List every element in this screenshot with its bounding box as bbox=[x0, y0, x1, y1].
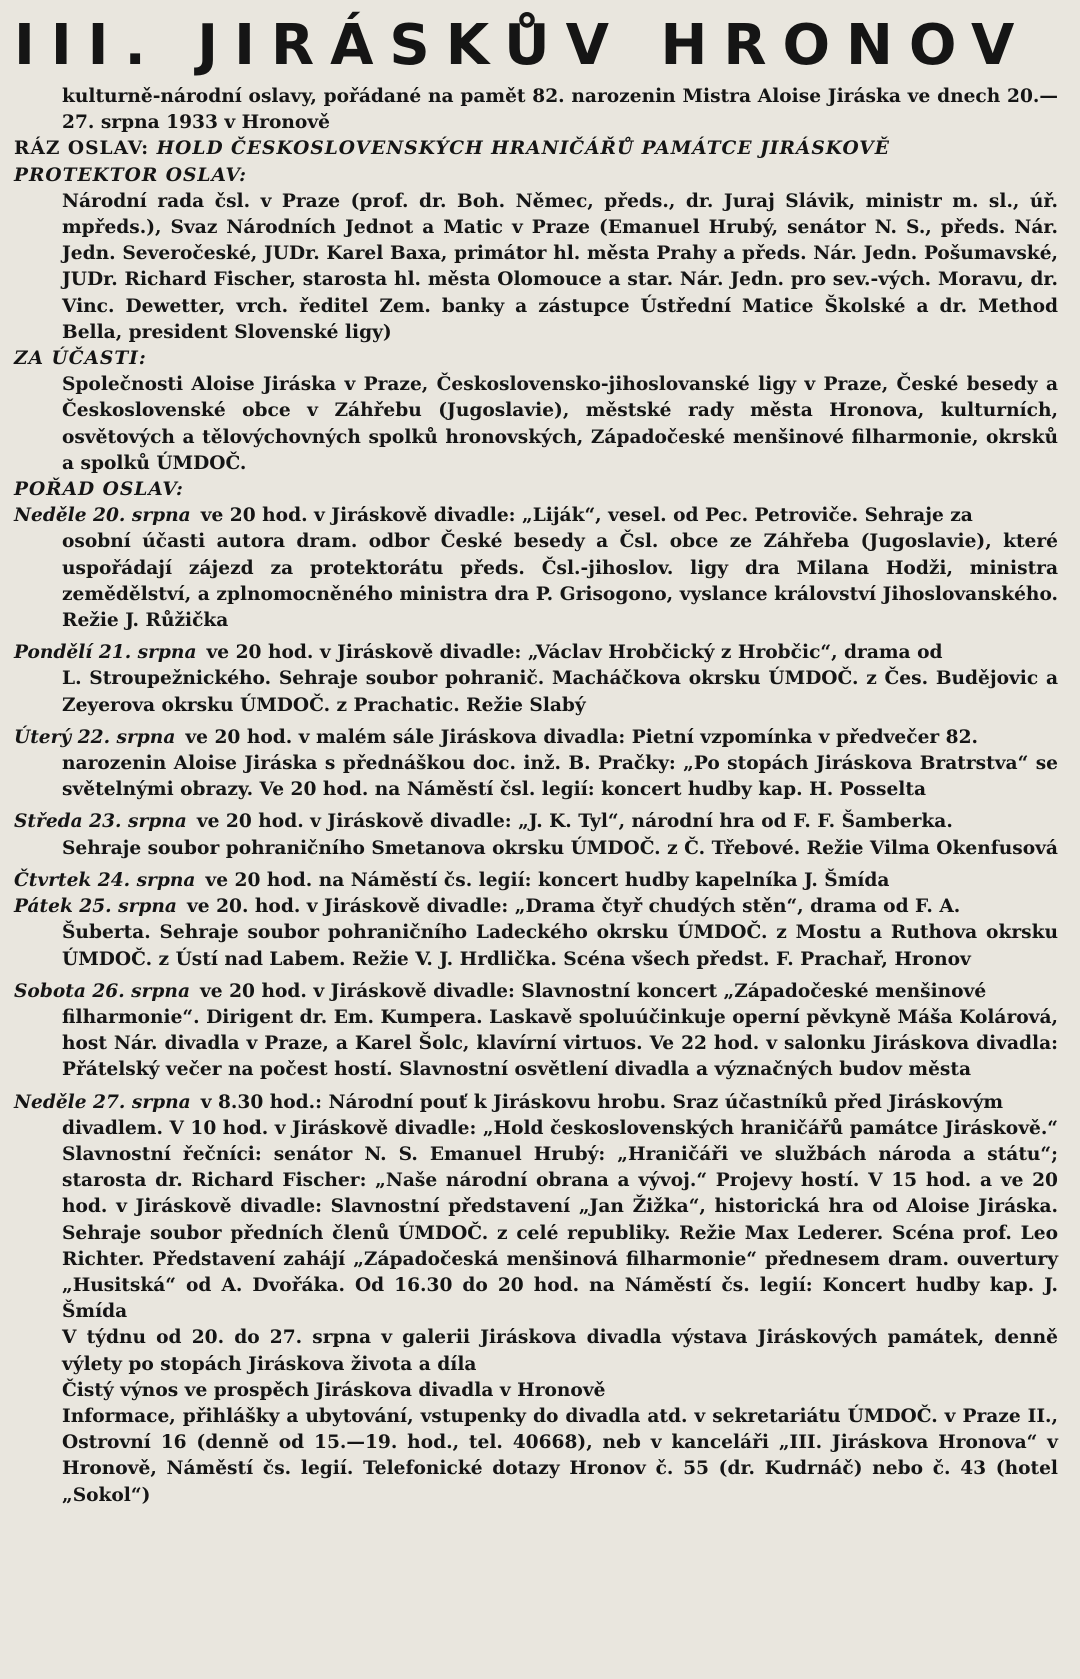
entry-day: Neděle 27. srpna bbox=[14, 1091, 191, 1113]
entry-first: ve 20. hod. v Jiráskově divadle: „Drama čtyř chudých stěn“, drama od F. A. bbox=[186, 896, 961, 918]
program-entry bbox=[14, 894, 1058, 973]
entry-first: ve 20 hod. v Jiráskově divadle: „Liják“, vesel. od Pec. Petroviče. Sehraje za bbox=[200, 505, 973, 527]
raz-heading bbox=[14, 136, 1058, 162]
closing-proceeds: Čistý výnos ve prospěch Jiráskova divadla v Hronově bbox=[62, 1379, 606, 1401]
ucast-label: ZA ÚČASTI: bbox=[14, 348, 147, 370]
intro-text: kulturně-národní oslavy, pořádané na pamět 82. narozenin Mistra Aloise Jiráska ve dnech 20.—27. srpna 1933 v Hronově bbox=[62, 86, 1058, 134]
entry-first: ve 20 hod. v Jiráskově divadle: Slavnostní koncert „Západočeské menšinové bbox=[200, 980, 987, 1002]
entry-rest: narozenin Aloise Jiráska s přednáškou doc. inž. B. Pračky: „Po stopách Jiráskova Bratrstva“ se světelnými obrazy. Ve 20 hod. na Náměstí čsl. legií: koncert hudby kap. H. Posselta bbox=[62, 753, 1058, 801]
program-entry bbox=[14, 979, 1058, 1084]
entry-day: Pondělí 21. srpna bbox=[14, 642, 197, 664]
protektor-text: Národní rada čsl. v Praze (prof. dr. Boh. Němec, předs., dr. Juraj Slávik, ministr m. sl., úř. mpředs.), Svaz Národních Jednot a Matic v Praze (Emanuel Hrubý, senátor N. S., předs. Nár. Jedn. Severočeské, JUDr. Karel Baxa, primátor hl. města Prahy a předs. Nár. Jedn. Pošumavské, JUDr. Richard Fischer, starosta hl. města Olomouce a star. Nár. Jedn. pro sev.-vých. Moravu, dr. Vinc. Dewetter, vrch. ředitel Zem. banky a zástupce Ústřední Matice Školské a dr. Method Bella, president Slovenské ligy) bbox=[62, 190, 1058, 343]
entry-day: Sobota 26. srpna bbox=[14, 980, 190, 1002]
entry-day: Úterý 22. srpna bbox=[14, 726, 176, 748]
program-entry bbox=[14, 809, 1058, 861]
closing-information: Informace, přihlášky a ubytování, vstupenky do divadla atd. v sekretariátu ÚMDOČ. v Praze II., Ostrovní 16 (denně od 15.—19. hod., tel. 40668), neb v kanceláři „III. Jiráskova Hronova“ v Hronově, Náměstí čs. legií. Telefonické dotazy Hronov č. 55 (dr. Kudrnáč) nebo č. 43 (hotel „Sokol“) bbox=[62, 1405, 1058, 1506]
entry-rest: divadlem. V 10 hod. v Jiráskově divadle: „Hold československých hraničářů památce Jiráskově.“ Slavnostní řečníci: senátor N. S. Emanuel Hrubý: „Hraničáři ve službách národa a státu“; starosta dr. Richard Fischer: „Naše národní obrana a vývoj.“ Projevy hostí. V 15 hod. a ve 20 hod. v Jiráskově divadle: Slavnostní představení „Jan Žižka“, historická hra od Aloise Jiráska. Sehraje soubor předních členů ÚMDOČ. z celé republiky. Režie Max Lederer. Scéna prof. Leo Richter. Představení zahájí „Západočeská menšinová filharmonie“ přednesem dram. ouvertury „Husitská“ od A. Dvořáka. Od 16.30 do 20 hod. na Náměstí čs. legií: Koncert hudby kap. J. Šmída bbox=[62, 1117, 1058, 1323]
poster-title: III. JIRÁSKŮV HRONOV bbox=[14, 13, 1031, 78]
entry-rest: Sehraje soubor pohraničního Smetanova okrsku ÚMDOČ. z Č. Třebové. Režie Vilma Okenfusová bbox=[62, 837, 1058, 859]
entry-first: ve 20 hod. na Náměstí čs. legií: koncert hudby kapelníka J. Šmída bbox=[205, 869, 890, 891]
entry-rest: osobní účasti autora dram. odbor České besedy a Čsl. obce ze Záhřeba (Jugoslavie), které uspořádají zájezd za protektorátu předs. Čsl.-jihoslov. ligy dra Milana Hodži, ministra zemědělství, a zplnomocněného ministra dra P. Grisogono, vyslance království Jihoslovanského. Režie J. Růžička bbox=[62, 531, 1058, 632]
entry-rest: Šuberta. Sehraje soubor pohraničního Ladeckého okrsku ÚMDOČ. z Mostu a Ruthova okrsku ÚMDOČ. z Ústí nad Labem. Režie V. J. Hrdlička. Scéna všech předst. F. Prachař, Hronov bbox=[62, 922, 1058, 970]
entry-day: Neděle 20. srpna bbox=[14, 505, 191, 527]
ucast-text: Společnosti Aloise Jiráska v Praze, Československo-jihoslovanské ligy v Praze, České besedy a Československé obce v Záhřebu (Jugoslavie), městské rady města Hronova, kulturních, osvětových a tělovýchovných spolků hronovských, Západočeské menšinové filharmonie, okrsků a spolků ÚMDOČ. bbox=[62, 374, 1058, 474]
raz-label: RÁZ OSLAV: bbox=[14, 138, 150, 160]
closing-exhibition: V týdnu od 20. do 27. srpna v galerii Jiráskova divadla výstava Jiráskových památek, denně výlety po stopách Jiráskova života a díla bbox=[62, 1327, 1058, 1375]
entry-day: Pátek 25. srpna bbox=[14, 896, 177, 918]
program-entry bbox=[14, 868, 1058, 894]
entry-first: ve 20 hod. v Jiráskově divadle: „J. K. Tyl“, národní hra od F. F. Šamberka. bbox=[196, 811, 953, 833]
entry-rest: filharmonie“. Dirigent dr. Em. Kumpera. Laskavě spoluúčinkuje operní pěvkyně Máša Kolárová, host Nár. divadla v Praze, a Karel Šolc, klavírní virtuos. Ve 22 hod. v salonku Jiráskova divadla: Přátelský večer na počest hostí. Slavnostní osvětlení divadla a význačných budov města bbox=[62, 1006, 1058, 1081]
program-entry bbox=[14, 725, 1058, 804]
porad-label: POŘAD OSLAV: bbox=[14, 479, 184, 501]
entry-first: ve 20 hod. v malém sále Jiráskova divadla: Pietní vzpomínka v předvečer 82. bbox=[185, 726, 979, 748]
entry-first: v 8.30 hod.: Národní pouť k Jiráskovu hrobu. Sraz účastníků před Jiráskovým bbox=[200, 1091, 1004, 1113]
protektor-label: PROTEKTOR OSLAV: bbox=[14, 164, 247, 186]
raz-value: HOLD ČESKOSLOVENSKÝCH HRANIČÁŘŮ PAMÁTCE JIRÁSKOVĚ bbox=[156, 138, 890, 160]
entry-day: Středa 23. srpna bbox=[14, 811, 187, 833]
program-entry bbox=[14, 503, 1058, 634]
entry-rest: L. Stroupežnického. Sehraje soubor pohranič. Macháčkova okrsku ÚMDOČ. z Čes. Budějovic a Zeyerova okrsku ÚMDOČ. z Prachatic. Režie Slabý bbox=[62, 668, 1058, 716]
program-entry bbox=[14, 1090, 1058, 1326]
entry-day: Čtvrtek 24. srpna bbox=[14, 869, 196, 891]
program-entry bbox=[14, 640, 1058, 719]
entry-first: ve 20 hod. v Jiráskově divadle: „Václav Hrobčický z Hrobčic“, drama od bbox=[206, 642, 943, 664]
